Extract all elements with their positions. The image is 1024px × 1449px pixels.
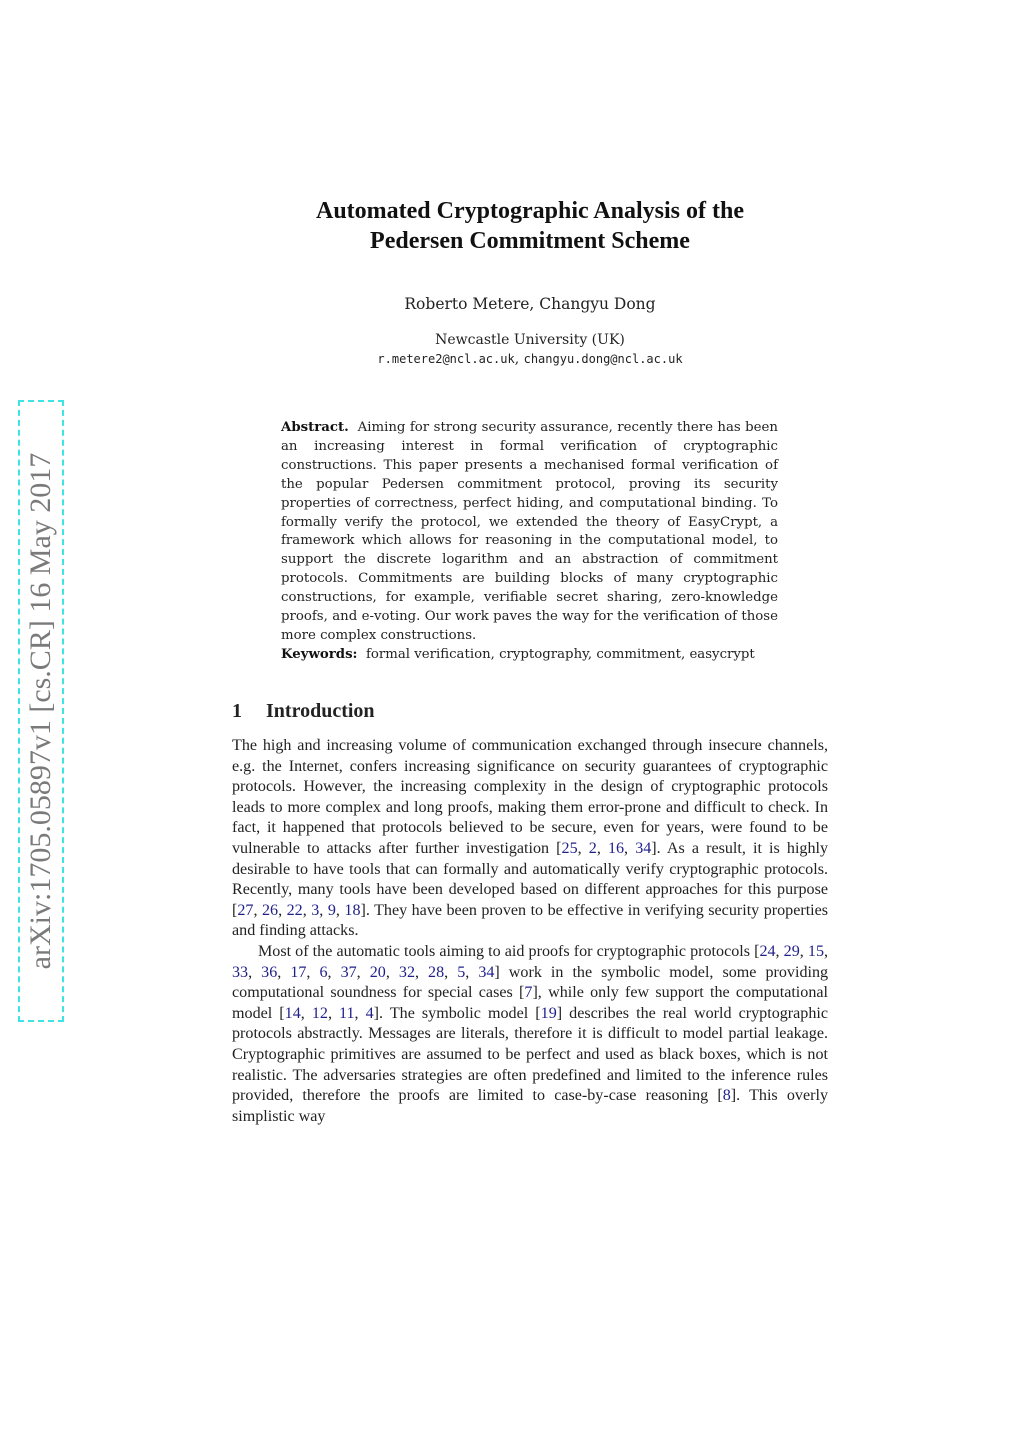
title-line-1: Automated Cryptographic Analysis of the — [315, 198, 744, 224]
section-number: 1 — [232, 700, 242, 722]
citation[interactable]: 26 — [261, 901, 279, 919]
affiliation-block — [232, 331, 828, 369]
citation[interactable]: 18 — [344, 901, 361, 919]
citation[interactable]: 4 — [365, 1004, 374, 1022]
title-line-2: Pedersen Commitment Scheme — [370, 228, 690, 254]
citation[interactable]: 12 — [311, 1004, 328, 1022]
paragraph-1: The high and increasing volume of communication exchanged through insecure channels, e.g. the Internet, confers increasing significance on security guarantees of cryptographic protocols. However, the increasing complexity in the design of cryptographic protocols leads to more complex and long proofs, making them error-prone and difficult to check. In fact, it happened that protocols believed to be secure, even for years, were found to be vulnerable to attacks after further investigation [25, 2, 16, 34]. As a result, it is highly desirable to have tools that can formally and automatically verify cryptographic protocols. Recently, many tools have been developed based on different approaches for this purpose [27, 26, 22, 3, 9, 18]. They have been proven to be effective in verifying security properties and finding attacks. — [232, 737, 829, 940]
keywords-text: formal verification, cryptography, commitment, easycrypt — [365, 647, 755, 662]
citation[interactable]: 34 — [635, 839, 652, 857]
abstract — [281, 419, 778, 646]
citation[interactable]: 19 — [540, 1004, 557, 1022]
citation[interactable]: 11 — [339, 1004, 355, 1022]
citation[interactable]: 29 — [783, 942, 800, 960]
abstract-text: Aiming for strong security assurance, recently there has been an increasing interest in formal verification of cryptographic constructions. This paper presents a mechanised formal verification of the popular Pedersen commitment protocol, proving its security properties of correctness, perfect hiding, and computational binding. To formally verify the protocol, we extended the theory of EasyCrypt, a framework which allows for reasoning in the computational model, to support the discrete logarithm and an abstraction of commitment protocols. Commitments are building blocks of many cryptographic constructions, for example, verifiable secret sharing, zero-knowledge proofs, and e-voting. Our work paves the way for the verification of those more complex constructions. — [281, 420, 778, 643]
citation[interactable]: 14 — [284, 1004, 301, 1022]
arxiv-identifier[interactable]: arXiv:1705.05897v1 [cs.CR] 16 May 2017 — [24, 452, 57, 970]
body-text — [232, 736, 828, 1127]
citation[interactable]: 36 — [261, 963, 278, 981]
paragraph-2: Most of the automatic tools aiming to aid proofs for cryptographic protocols [24, 29, 15, 33, 36, 17, 6, 37, 20, 32, 28, 5, 34] work in the symbolic model, some providing computational soundness for special cases [7], while only few support the computational model [14, 12, 11, 4]. The symbolic model [19] describes the real world cryptographic protocols abstractly. Messages are literals, therefore it is difficult to model partial leakage. Cryptographic primitives are assumed to be perfect and used as black boxes, which is not realistic. The adversaries strategies are often predefined and limited to the inference rules provided, therefore the proofs are limited to case-by-case reasoning [8]. This overly simplistic way — [232, 942, 829, 1125]
citation[interactable]: 3 — [311, 901, 320, 919]
email-1[interactable]: r.metere2@ncl.ac.uk — [377, 352, 515, 366]
citation[interactable]: 22 — [286, 901, 303, 919]
citation[interactable]: 28 — [428, 963, 445, 981]
citation[interactable]: 5 — [457, 963, 466, 981]
citation[interactable]: 16 — [607, 839, 625, 857]
citation[interactable]: 34 — [478, 963, 495, 981]
citation[interactable]: 37 — [340, 963, 357, 981]
section-heading — [232, 700, 375, 723]
citation[interactable]: 8 — [722, 1087, 731, 1105]
section-title: Introduction — [266, 700, 375, 722]
keywords — [281, 646, 778, 665]
citation[interactable]: 17 — [290, 963, 307, 981]
citation[interactable]: 33 — [232, 963, 249, 981]
citation[interactable]: 15 — [807, 942, 824, 960]
email-2[interactable]: changyu.dong@ncl.ac.uk — [523, 352, 683, 366]
citation[interactable]: 20 — [369, 963, 386, 981]
citation[interactable]: 25 — [561, 839, 578, 857]
authors: Roberto Metere, Changyu Dong — [404, 295, 656, 313]
citation[interactable]: 27 — [237, 901, 254, 919]
affiliation: Newcastle University (UK) — [435, 332, 625, 348]
citation[interactable]: 7 — [524, 984, 533, 1002]
citation[interactable]: 6 — [319, 963, 328, 981]
keywords-label: Keywords: — [281, 647, 358, 662]
citation[interactable]: 32 — [398, 963, 415, 981]
abstract-label: Abstract. — [281, 420, 349, 435]
emails: r.metere2@ncl.ac.uk, changyu.dong@ncl.ac.uk — [377, 351, 683, 367]
citation[interactable]: 9 — [327, 901, 336, 919]
citation[interactable]: 24 — [759, 942, 776, 960]
paper-title — [232, 196, 828, 256]
citation[interactable]: 2 — [588, 839, 597, 857]
